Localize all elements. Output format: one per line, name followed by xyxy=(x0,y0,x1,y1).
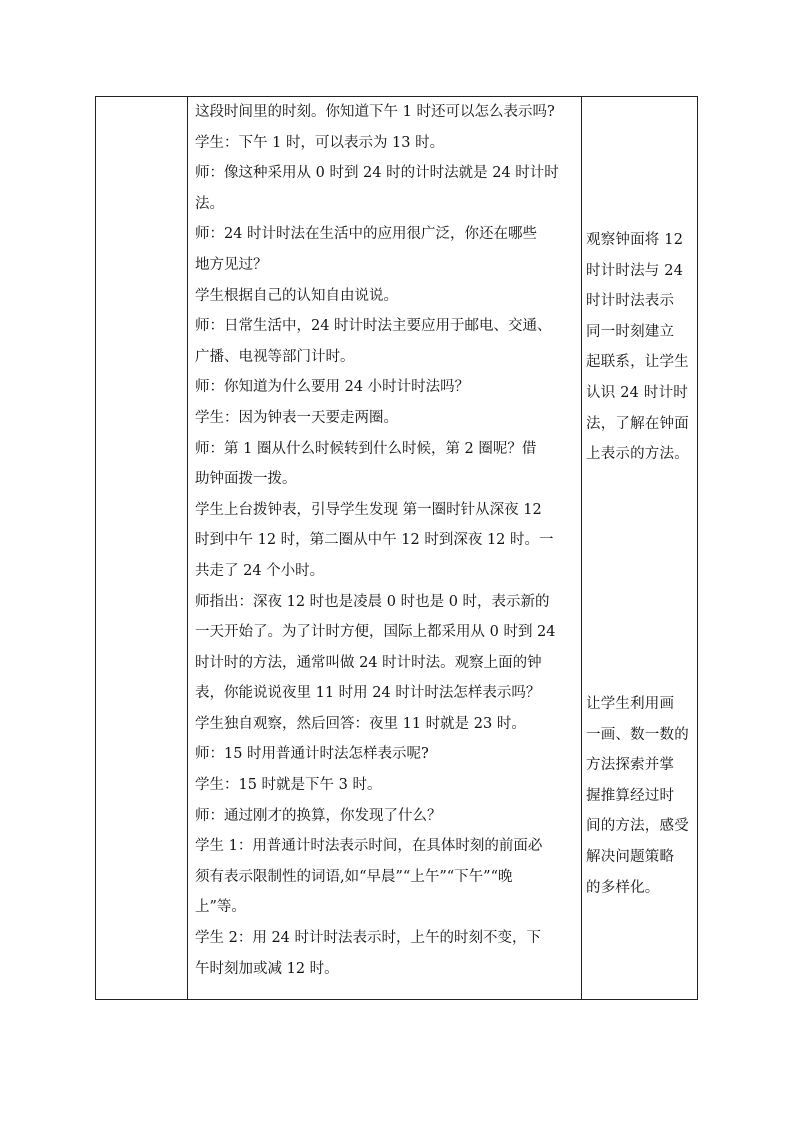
teaching-process-cell xyxy=(195,97,577,984)
text-line: 一天开始了。为了计时方便，国际上都采用从 0 时到 24 xyxy=(195,624,556,641)
text-line: 师：第 1 圈从什么时候转到什么时候，第 2 圈呢？借 xyxy=(195,440,537,457)
text-line: 时计时的方法，通常叫做 24 时计时法。观察上面的钟 xyxy=(195,654,542,671)
text-line: 学生：因为钟表一天要走两圈。 xyxy=(195,409,398,426)
text-line: 学生 1：用普通计时法表示时间，在具体时刻的前面必 xyxy=(195,838,543,855)
note-line: 时计时法表示 xyxy=(586,293,675,310)
note-line: 上表示的方法。 xyxy=(586,446,689,463)
text-line: 须有表示限制性的词语,如“早晨”“上午”“下午”“晚 xyxy=(195,868,513,885)
note-line: 握推算经过时 xyxy=(586,787,675,804)
text-line: 师：日常生活中，24 时计时法主要应用于邮电、交通、 xyxy=(195,318,552,335)
text-line: 助钟面拨一拨。 xyxy=(195,471,297,488)
note-line: 观察钟面将 12 xyxy=(586,232,684,248)
text-line: 上”等。 xyxy=(195,899,246,916)
text-line: 广播、电视等部门计时。 xyxy=(195,348,355,365)
text-line: 表，你能说说夜里 11 时用 24 时计时法怎样表示吗？ xyxy=(195,685,541,702)
text-line: 学生：下午 1 时，可以表示为 13 时。 xyxy=(195,134,445,151)
text-line: 时到中午 12 时，第二圈从中午 12 时到深夜 12 时。一 xyxy=(195,532,554,549)
text-line: 学生独自观察，然后回答：夜里 11 时就是 23 时。 xyxy=(195,715,526,732)
text-line: 学生：15 时就是下午 3 时。 xyxy=(195,777,382,794)
text-line: 师：24 时计时法在生活中的应用很广泛，你还在哪些 xyxy=(195,226,538,243)
note-line: 解决问题策略 xyxy=(586,848,675,865)
note-line: 起联系，让学生 xyxy=(586,354,689,371)
note-line: 一画、数一数的 xyxy=(586,726,689,743)
design-intent-note-2 xyxy=(586,689,696,903)
text-line: 学生 2：用 24 时计时法表示时，上午的时刻不变，下 xyxy=(195,930,542,947)
text-line: 师：通过刚才的换算，你发现了什么？ xyxy=(195,807,442,824)
design-intent-note-1 xyxy=(586,225,696,470)
note-line: 认识 24 时计时 xyxy=(586,384,688,401)
text-line: 学生上台拨钟表，引导学生发现 第一圈时针从深夜 12 xyxy=(195,501,542,518)
note-line: 的多样化。 xyxy=(586,879,660,896)
note-line: 让学生利用画 xyxy=(586,696,675,712)
note-line: 法，了解在钟面 xyxy=(586,415,689,432)
text-line: 师：15 时用普通计时法怎样表示呢? xyxy=(195,746,429,763)
note-line: 时计时法与 24 xyxy=(586,262,684,279)
text-line: 地方见过？ xyxy=(195,256,268,273)
note-line: 同一时刻建立 xyxy=(586,323,675,340)
lesson-table xyxy=(95,96,698,1000)
text-line: 法。 xyxy=(195,195,224,212)
text-line: 这段时间里的时刻。你知道下午 1 时还可以怎么表示吗? xyxy=(195,104,555,120)
column-divider-right xyxy=(581,97,582,999)
column-divider-left xyxy=(187,97,188,999)
note-line: 间的方法，感受 xyxy=(586,818,689,835)
text-line: 共走了 24 个小时。 xyxy=(195,562,325,579)
text-line: 师指出：深夜 12 时也是凌晨 0 时也是 0 时，表示新的 xyxy=(195,593,550,610)
text-line: 师：你知道为什么要用 24 小时计时法吗？ xyxy=(195,379,470,396)
text-line: 师：像这种采用从 0 时到 24 时的计时法就是 24 时计时 xyxy=(195,165,559,182)
text-line: 学生根据自己的认知自由说说。 xyxy=(195,287,398,304)
note-line: 方法探索并掌 xyxy=(586,757,675,774)
text-line: 午时刻加或减 12 时。 xyxy=(195,960,339,977)
